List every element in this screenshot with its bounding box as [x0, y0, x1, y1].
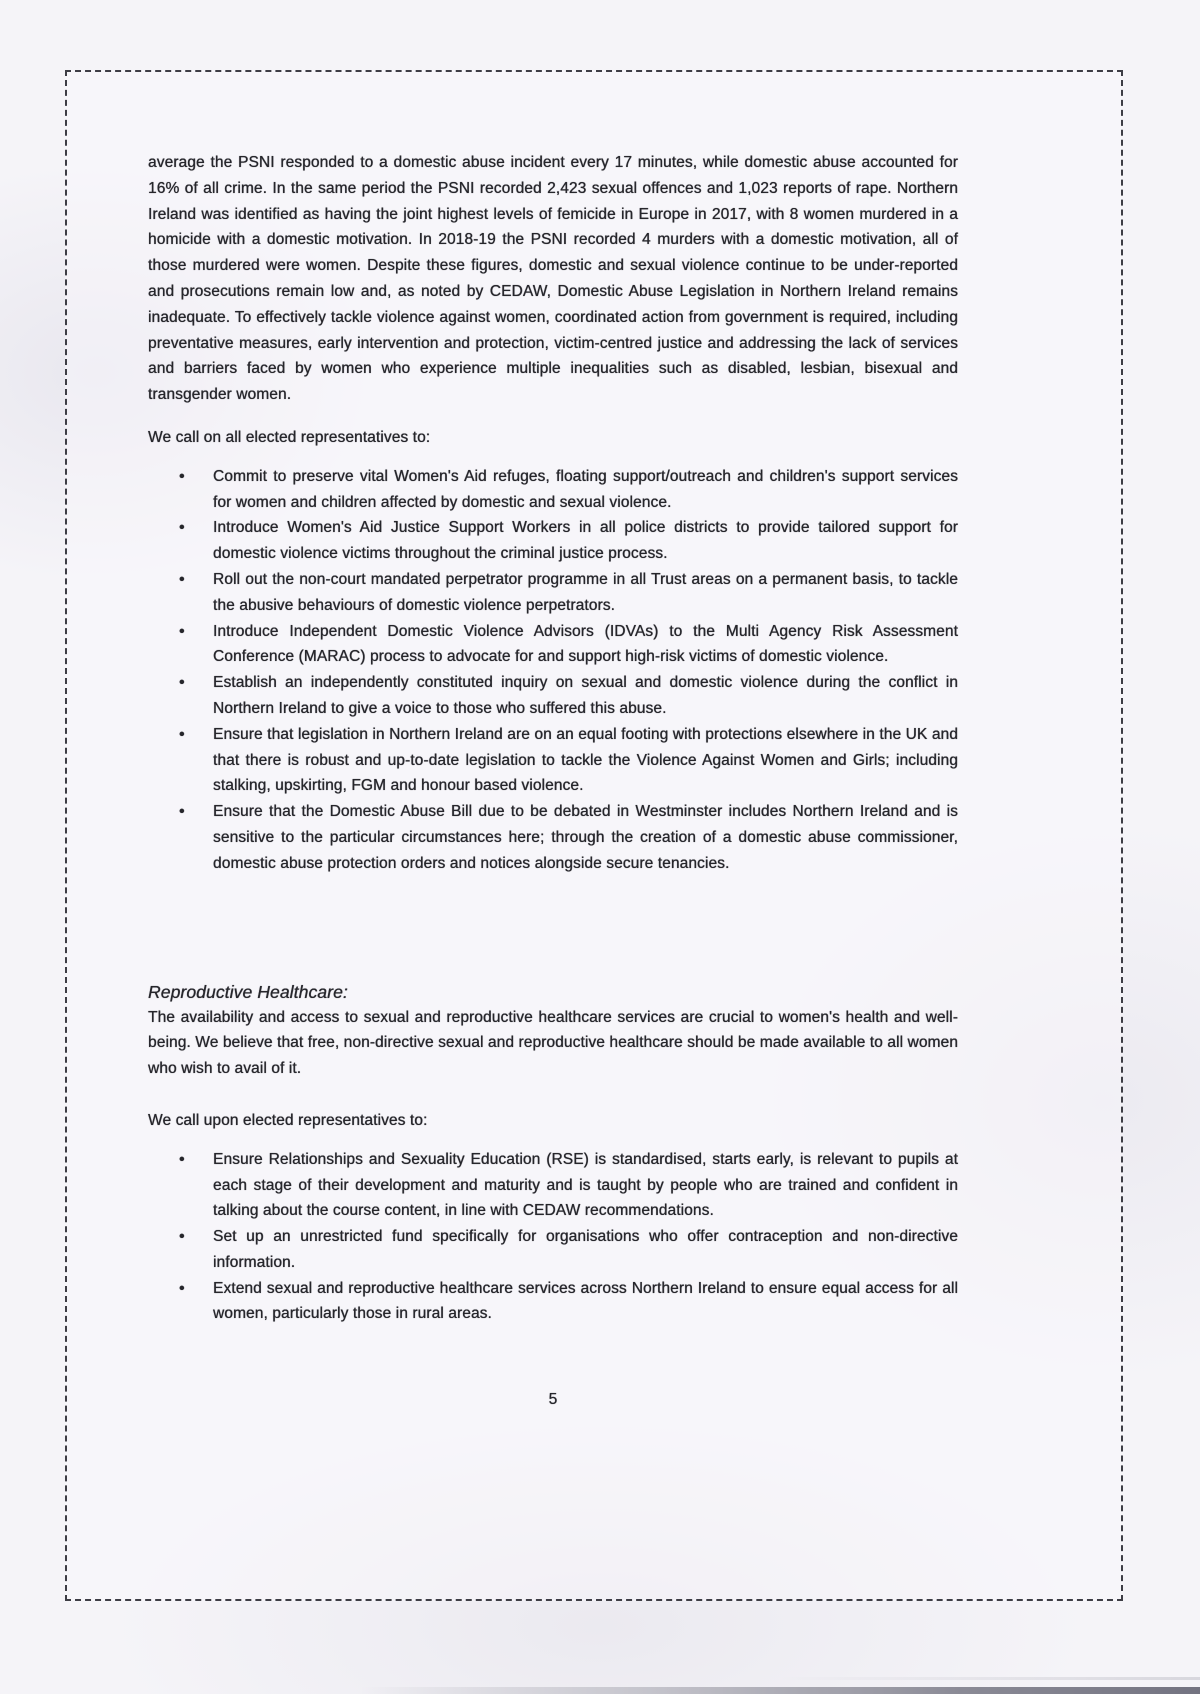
list-item: • Commit to preserve vital Women's Aid refuges, floating support/outreach and children's support services for women and children affected by domestic and sexual violence. [148, 464, 958, 516]
list-item: • Introduce Independent Domestic Violence Advisors (IDVAs) to the Multi Agency Risk Assessment Conference (MARAC) process to advocate for and support high-risk victims of domestic violence. [148, 619, 958, 671]
page-number: 5 [548, 1391, 558, 1409]
document-content [148, 150, 958, 1413]
list-item: • Establish an independently constituted inquiry on sexual and domestic violence during the conflict in Northern Ireland to give a voice to those who suffered this abuse. [148, 670, 958, 722]
list-item: • Ensure that legislation in Northern Ireland are on an equal footing with protections elsewhere in the UK and that there is robust and up-to-date legislation to tackle the Violence Against Women and Girls; including stalking, upskirting, FGM and honour based violence. [148, 722, 958, 799]
call-to-action-violence: We call on all elected representatives to: [148, 428, 431, 446]
demands-list-healthcare [148, 1147, 958, 1328]
scan-artifact-bar [0, 1687, 1200, 1694]
page-border-frame [65, 70, 1123, 1601]
list-item: • Set up an unrestricted fund specifically for organisations who offer contraception and non-directive information. [148, 1224, 958, 1276]
list-item: • Ensure Relationships and Sexuality Education (RSE) is standardised, starts early, is relevant to pupils at each stage of their development and maturity and is taught by people who are trained and confident in talking about the course content, in line with CEDAW recommendations. [148, 1147, 958, 1224]
scan-artifact-smudge [780, 1677, 1200, 1680]
list-item: • Extend sexual and reproductive healthcare services across Northern Ireland to ensure equal access for all women, particularly those in rural areas. [148, 1276, 958, 1328]
intro-paragraph: average the PSNI responded to a domestic abuse incident every 17 minutes, while domestic abuse accounted for 16% of all crime. In the same period the PSNI recorded 2,423 sexual offences and 1,023 reports of rape. Northern Ireland was identified as having the joint highest levels of femicide in Europe in 2017, with 8 women murdered in a homicide with a domestic motivation. In 2018-19 the PSNI recorded 4 murders with a domestic motivation, all of those murdered were women. Despite these figures, domestic and sexual violence continue to be under-reported and prosecutions remain low and, as noted by CEDAW, Domestic Abuse Legislation in Northern Ireland remains inadequate. To effectively tackle violence against women, coordinated action from government is required, including preventative measures, early intervention and protection, victim-centred justice and addressing the lack of services and barriers faced by women who experience multiple inequalities such as disabled, lesbian, bisexual and transgender women. [148, 154, 958, 404]
section-heading-reproductive-healthcare: Reproductive Healthcare: [148, 981, 348, 1002]
demands-list-violence [148, 464, 958, 877]
list-item: • Ensure that the Domestic Abuse Bill due to be debated in Westminster includes Northern Ireland and is sensitive to the particular circumstances here; through the creation of a domestic abuse commissioner, domestic abuse protection orders and notices alongside secure tenancies. [148, 799, 958, 876]
call-to-action-healthcare: We call upon elected representatives to: [148, 1111, 428, 1129]
list-item: • Roll out the non-court mandated perpetrator programme in all Trust areas on a permanent basis, to tackle the abusive behaviours of domestic violence perpetrators. [148, 567, 958, 619]
reproductive-healthcare-paragraph: The availability and access to sexual and reproductive healthcare services are crucial to women's health and well-being. We believe that free, non-directive sexual and reproductive healthcare should be made available to all women who wish to avail of it. [148, 1008, 958, 1078]
list-item: • Introduce Women's Aid Justice Support Workers in all police districts to provide tailored support for domestic violence victims throughout the criminal justice process. [148, 515, 958, 567]
